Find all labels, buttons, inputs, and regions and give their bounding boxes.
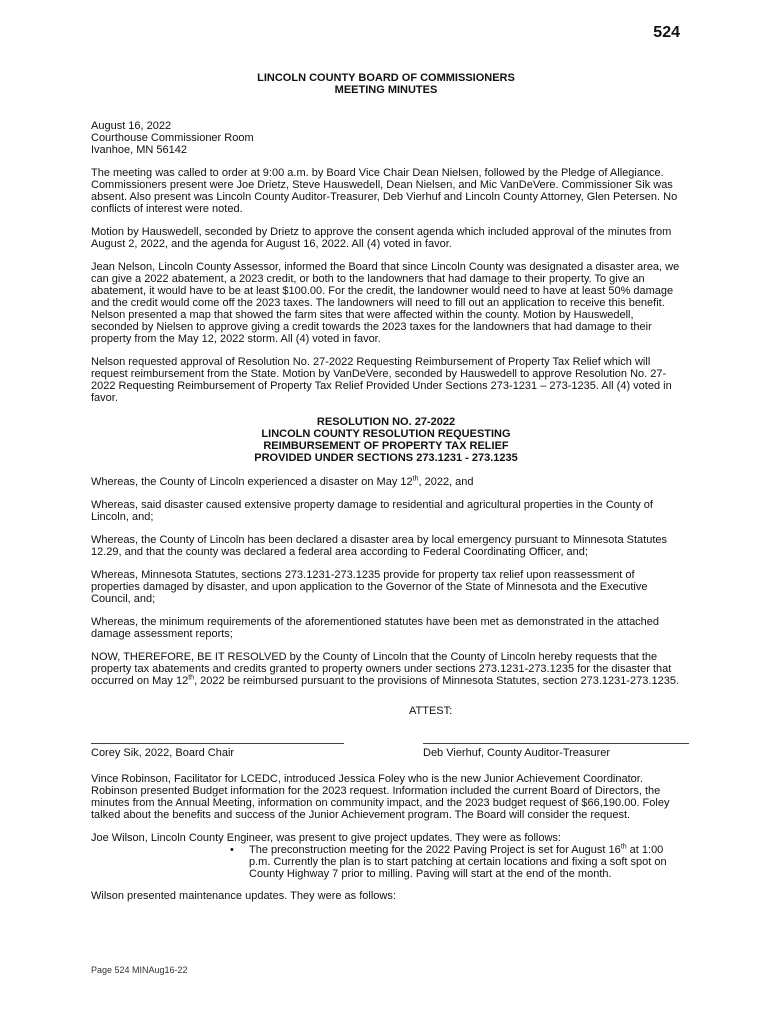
signature-left <box>91 743 344 759</box>
superscript: th <box>188 674 195 682</box>
paragraph-junior-achievement: Vince Robinson, Facilitator for LCEDC, introduced Jessica Foley who is the new Junior Achievement Coordinator. Robinson presented Budget information for the 2023 request. Information included the current Board of Directors, the minutes from the Annual Meeting, information on community impact, and the 2023 budget request of $66,190.00. Foley talked about the benefits and success of the Junior Achievement program. The Board will consider the request. <box>91 773 670 821</box>
resolution-title <box>91 416 681 464</box>
whereas-1 <box>91 476 681 488</box>
list-item-text-end: at 1:00 p.m. Currently the plan is to start patching at certain locations and fixing a soft spot on County Highway 7 prior to milling. Paving will start at the end of the month. <box>249 844 667 880</box>
page-footer: Page 524 MINAug16-22 <box>91 965 188 975</box>
whereas-1-text: Whereas, the County of Lincoln experienced a disaster on May 12 <box>91 476 413 488</box>
document-body <box>91 72 681 913</box>
paragraph-engineer: Joe Wilson, Lincoln County Engineer, was present to give project updates. They were as follows: <box>91 832 561 844</box>
title-line-2: MEETING MINUTES <box>334 84 438 96</box>
paragraph-maintenance: Wilson presented maintenance updates. They were as follows: <box>91 890 396 902</box>
signature-name-auditor: Deb Vierhuf, County Auditor-Treasurer <box>423 747 611 759</box>
list-item-text: The preconstruction meeting for the 2022 Paving Project is set for August 16 <box>249 844 621 856</box>
paragraph-consent-agenda: Motion by Hauswedell, seconded by Drietz to approve the consent agenda which included approval of the minutes from August 2, 2022, and the agenda for August 16, 2022. All (4) voted in favor. <box>91 226 672 250</box>
resolved-paragraph <box>91 651 681 687</box>
meeting-info <box>91 120 681 156</box>
resolution-line-2: LINCOLN COUNTY RESOLUTION REQUESTING <box>261 428 511 440</box>
superscript: th <box>412 475 419 483</box>
whereas-5: Whereas, the minimum requirements of the aforementioned statutes have been met as demonstrated in the attached damage assessment reports; <box>91 616 660 640</box>
document-title <box>91 72 681 96</box>
resolution-line-4: PROVIDED UNDER SECTIONS 273.1231 - 273.1235 <box>254 452 518 464</box>
resolution-line-3: REIMBURSEMENT OF PROPERTY TAX RELIEF <box>263 440 509 452</box>
resolved-text: NOW, THEREFORE, BE IT RESOLVED by the County of Lincoln that the County of Lincoln hereby requests that the property tax abatements and credits granted to property owners under sections 273.1231-273.1235 for the disaster that occurred on May 12 <box>91 651 672 687</box>
paragraph-assessor: Jean Nelson, Lincoln County Assessor, informed the Board that since Lincoln County was designated a disaster area, we can give a 2022 abatement, a 2023 credit, or both to the landowners that had damage to their property. To give an abatement, it would have to be at least $100.00. For the credit, the landowner would need to have at least 50% damage and the credit would come off the 2023 taxes. The landowners will need to fill out an application to receive this benefit. Nelson presented a map that showed the farm sites that were affected within the county. Motion by Hauswedell, seconded by Nielsen to approve giving a credit towards the 2023 taxes for the landowners that had damage to their property from the May 12, 2022 storm. All (4) voted in favor. <box>91 261 680 345</box>
whereas-2: Whereas, said disaster caused extensive property damage to residential and agricultural properties in the County of Lincoln, and; <box>91 499 653 523</box>
signature-line <box>91 743 344 744</box>
whereas-3: Whereas, the County of Lincoln has been declared a disaster area by local emergency pursuant to Minnesota Statutes 12.29, and that the county was declared a federal area according to Federal Coordinating Officer, and; <box>91 534 668 558</box>
whereas-4: Whereas, Minnesota Statutes, sections 273.1231-273.1235 provide for property tax relief upon reassessment of properties damaged by disaster, and upon application to the Governor of the State of Minnesota and the Executive Council, and; <box>91 569 648 605</box>
meeting-city: Ivanhoe, MN 56142 <box>91 144 188 156</box>
signature-name-chair: Corey Sik, 2022, Board Chair <box>91 747 235 759</box>
whereas-1-text-end: , 2022, and <box>418 476 474 488</box>
resolved-text-end: , 2022 be reimbursed pursuant to the provisions of Minnesota Statutes, section 273.1231-273.1235. <box>194 675 679 687</box>
superscript: th <box>620 843 627 851</box>
page-number: 524 <box>653 24 680 41</box>
signature-right <box>423 743 689 759</box>
title-line-1: LINCOLN COUNTY BOARD OF COMMISSIONERS <box>257 72 515 84</box>
list-item <box>230 843 681 880</box>
meeting-date: August 16, 2022 <box>91 120 172 132</box>
engineer-updates-list <box>91 844 681 880</box>
signature-line <box>423 743 689 744</box>
attest-label: ATTEST: <box>409 705 453 717</box>
meeting-location: Courthouse Commissioner Room <box>91 132 254 144</box>
paragraph-call-to-order: The meeting was called to order at 9:00 a.m. by Board Vice Chair Dean Nielsen, followed by the Pledge of Allegiance. Commissioners present were Joe Drietz, Steve Hauswedell, Dean Nielsen, and Mic VanDeVere. Commissioner Sik was absent. Also present was Lincoln County Auditor-Treasurer, Deb Vierhuf and Lincoln County Attorney, Glen Petersen. No conflicts of interest were noted. <box>91 167 678 215</box>
bullet-icon: • <box>230 844 234 856</box>
paragraph-resolution-request: Nelson requested approval of Resolution No. 27-2022 Requesting Reimbursement of Property Tax Relief which will request reimbursement from the State. Motion by VanDeVere, seconded by Hauswedell to approve Resolution No. 27-2022 Requesting Reimbursement of Property Tax Relief Provided Under Sections 273-1231 – 273-1235. All (4) voted in favor. <box>91 356 672 404</box>
resolution-line-1: RESOLUTION NO. 27-2022 <box>316 416 456 428</box>
signature-block <box>91 743 681 759</box>
